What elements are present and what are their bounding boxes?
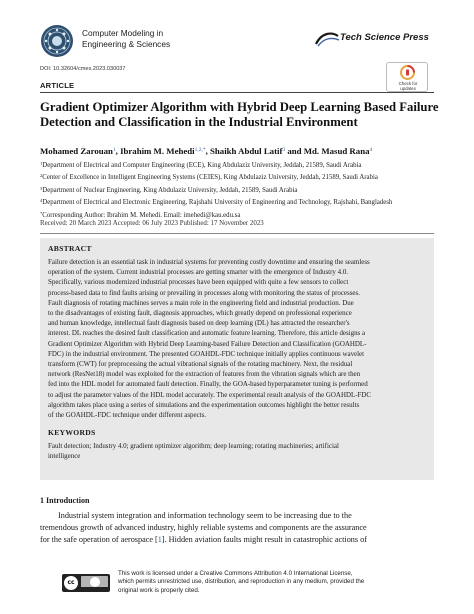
abstract-line: of the GOAHDL-FDC technique under different aspects. <box>48 411 207 420</box>
author-separator: and <box>285 146 304 156</box>
affiliation-marker: 4 <box>40 198 43 204</box>
cc-by-license-badge[interactable] <box>62 574 110 592</box>
affiliation-marker: 3 <box>40 185 43 191</box>
keywords-line: Fault detection; Industry 4.0; gradient optimizer algorithm; deep learning; rotating machineries; artificial <box>48 442 339 450</box>
affiliation-text: Department of Electrical and Computer Engineering (ECE), King Abdulaziz University, Jeddah, 21589, Saudi Arabia <box>42 162 362 169</box>
intro-text: ]. Hidden aviation faults might result in catastrophic actions of <box>161 535 367 545</box>
abstract-line: network (ResNet18) model was exploited for the extraction of features from the vibration signals which are then <box>48 370 361 379</box>
affiliation-item <box>40 196 440 208</box>
by-bar <box>81 587 108 590</box>
abstract-line: operation of the system. Current industrial processes are getting smarter with the emergence of Industry 4.0. <box>48 268 349 277</box>
author-affiliation-marker[interactable]: 1 <box>112 147 116 153</box>
affiliation-marker: 2 <box>40 173 43 179</box>
publisher-swoosh-icon <box>314 30 340 48</box>
abstract-line: and human knowledge, intellectual fault diagnosis based on deep learning (DL) has attracted the researcher's <box>48 319 350 328</box>
person-icon <box>90 577 100 587</box>
author-name: Md. Masud Rana <box>303 146 370 156</box>
affiliation-item <box>40 184 440 196</box>
affiliation-item <box>40 171 440 183</box>
divider <box>40 92 434 93</box>
intro-line <box>40 534 436 546</box>
author-list <box>40 146 372 156</box>
abstract-body <box>48 257 430 420</box>
check-line: updates <box>400 86 416 91</box>
abstract-heading: ABSTRACT <box>48 244 92 253</box>
check-for-updates-label <box>387 81 429 91</box>
abstract-box <box>40 238 434 480</box>
author-name: Mohamed Zarouan <box>40 146 113 156</box>
author-affiliation-marker[interactable]: 3 <box>282 147 286 153</box>
intro-line: Industrial system integration and information technology seem to be increasing due to the <box>58 511 352 520</box>
keywords-heading: KEYWORDS <box>48 428 96 437</box>
author-separator: , <box>205 146 211 156</box>
check-line: Check for <box>398 81 418 86</box>
publisher-logo <box>314 30 434 48</box>
license-line: original work is properly cited. <box>118 586 200 594</box>
abstract-line: FDC) in the industrial environment. The presented GOAHDL-FDC technique initially applies continuous wavelet <box>48 349 365 358</box>
intro-line: tremendous growth of advanced industry, highly reliable systems and components are the assurance <box>40 523 367 533</box>
affiliation-text: Department of Electrical and Electronic Engineering, Rajshahi University of Engineering and Technology, Rajshahi, Bangladesh <box>42 199 393 207</box>
author-name: Shaikh Abdul Latif <box>210 146 283 156</box>
abstract-line: to adjust the parameter values of the HDL model accurately. The experimental result analysis of the GOAHDL-FDC <box>48 390 372 399</box>
affiliation-list <box>40 159 440 221</box>
author-name: Ibrahim M. Mehedi <box>120 146 195 156</box>
check-for-updates-button[interactable] <box>386 62 428 92</box>
license-line: which permits unrestricted use, distribution, and reproduction in any medium, provided the <box>118 578 365 586</box>
keywords-line: intelligence <box>48 452 81 461</box>
check-for-updates-icon <box>400 65 415 80</box>
license-footer <box>62 570 432 604</box>
abstract-line: process-based data to find faults arising or prevailing in processes along with monitoring the status of processes. <box>48 288 360 297</box>
citation-link[interactable]: 1 <box>157 535 162 545</box>
divider <box>40 233 434 234</box>
journal-header <box>40 24 434 64</box>
doi[interactable]: DOI: 10.32604/cmes.2023.030037 <box>40 66 126 72</box>
affiliation-marker: * <box>40 210 43 216</box>
license-text <box>118 570 428 595</box>
affiliation-marker: 1 <box>40 161 43 166</box>
abstract-line: interest. DL reaches the desired fault classification and automatic feature learning. Therefore, this article designs a <box>48 329 366 338</box>
affiliation-text: Center of Excellence in Intelligent Engineering Systems (CEIES), King Abdulaziz University, Jeddah, 21589, Saudi Arabia <box>42 174 378 182</box>
abstract-line: Fault diagnosis of rotating machines serves a main role in the engineering field and industrial production. Due <box>48 298 354 307</box>
publisher-name: Tech Science Press <box>340 32 429 43</box>
journal-globe-logo-icon <box>40 24 74 58</box>
corresponding-author-text: Corresponding Author: Ibrahim M. Mehedi. Email: imehedi@kau.edu.sa <box>42 211 241 219</box>
affiliation-text: Department of Nuclear Engineering, King Abdulaziz University, Jeddah, 21589, Saudi Arabia <box>42 186 298 194</box>
publication-dates: Received: 20 March 2023 Accepted: 06 July 2023 Published: 17 November 2023 <box>40 220 264 227</box>
abstract-line: Failure detection is an essential task in industrial systems for preventing costly downtime and ensuring the seamless <box>48 258 370 266</box>
abstract-line: Specifically, various modernized industrial processes have been equipped with quite a few sensors to collect <box>48 278 349 287</box>
journal-name <box>82 28 170 50</box>
abstract-line: algorithm takes place using a series of simulations and the experimentation outcomes highlight the better results <box>48 400 360 409</box>
license-line: This work is licensed under a Creative Commons Attribution 4.0 International License, <box>118 570 353 577</box>
journal-name-line: Engineering & Sciences <box>82 39 171 49</box>
introduction-body <box>40 510 436 547</box>
abstract-line: fed into the HDL model for automated fault detection. Finally, the GOA-based hyperparameter tuning is performed <box>48 380 368 389</box>
article-title <box>40 100 440 130</box>
title-line: Detection and Classification in the Industrial Environment <box>40 115 358 129</box>
journal-name-line: Computer Modeling in <box>82 28 164 38</box>
cc-icon: cc <box>64 576 78 590</box>
attribution-icon <box>81 576 108 590</box>
affiliation-item <box>40 159 440 171</box>
section-heading-introduction: 1 Introduction <box>40 496 90 505</box>
abstract-line: Gradient Optimizer Algorithm with Hybrid Deep Learning-based Failure Detection and Classification (GOAHDL- <box>48 339 367 348</box>
keywords-body <box>48 441 430 461</box>
abstract-line: transform (CWT) for preprocessing the actual vibrational signals of the rotating machinery. Next, the residual <box>48 360 353 369</box>
intro-text: for the safe operation of aerospace [ <box>40 535 158 545</box>
author-affiliation-marker[interactable]: 1,2,* <box>194 147 206 153</box>
title-line: Gradient Optimizer Algorithm with Hybrid Deep Learning Based Failure <box>40 100 439 114</box>
abstract-line: to the disadvantages of existing fault, diagnosis approaches, which greatly depend on professional experience <box>48 309 352 318</box>
article-type: ARTICLE <box>40 81 75 90</box>
author-affiliation-marker[interactable]: 4 <box>369 147 373 153</box>
author-separator: , <box>115 146 121 156</box>
